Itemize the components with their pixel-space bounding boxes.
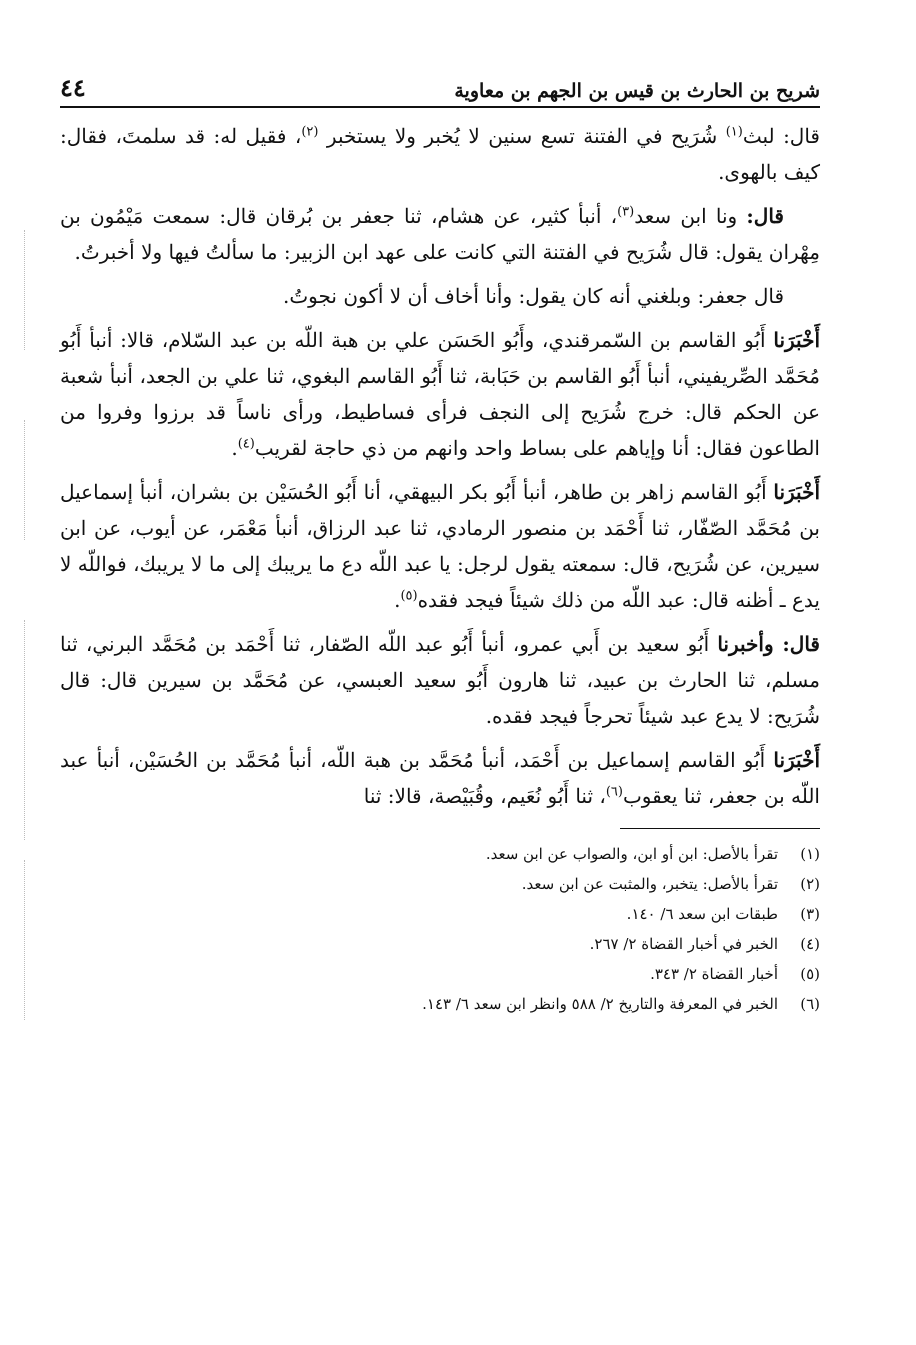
footnote-text: تقرأ بالأصل: يتخبر، والمثبت عن ابن سعد.: [521, 875, 778, 893]
footnote: [60, 869, 820, 899]
paragraph-text: أَبُو القاسم إسماعيل بن أَحْمَد، أنبأ مُحَمَّد بن هبة اللّه، أنبأ مُحَمَّد بن الحُسَيْن، أنبأ عبد اللّه بن جعفر، ثنا يعقوب: [60, 748, 820, 808]
paragraph: [60, 474, 820, 618]
paragraph-text: شُرَيح في الفتنة تسع سنين لا يُخبر ولا يستخبر: [318, 124, 726, 148]
paragraph-text: قال: لبث: [742, 124, 820, 148]
footnote: [60, 899, 820, 929]
footnote-number: (٥): [800, 965, 820, 983]
paragraph-text: أَبُو القاسم بن السّمرقندي، وأَبُو الحَسَن علي بن هبة اللّه بن عبد السّلام، قالا: أنبأ أَبُو مُحَمَّد الصِّريفيني، أنبأ أَبُو القاسم بن حَبَابة، ثنا أَبُو القاسم البغوي، ثنا علي بن الجعد، أنبأ شعبة عن الحكم قال: خرج شُرَيح إلى النجف فرأى فساطيط، ورأى ناساً قد برزوا وفروا من الطاعون فقال: أنا وإياهم على بساط واحد وانهم من ذي حاجة لقريب: [60, 328, 820, 460]
footnote-number: (١): [800, 845, 820, 863]
footnote: [60, 839, 820, 869]
footnote-ref: (٥): [400, 588, 418, 604]
footnote-text: تقرأ بالأصل: ابن أو ابن، والصواب عن ابن سعد.: [485, 845, 778, 863]
paragraph-text: ، ثنا أَبُو نُعَيم، وقُبَيْصة، قالا: ثنا: [363, 784, 606, 808]
paragraph-text: قال جعفر: وبلغني أنه كان يقول: وأنا أخاف أن لا أكون نجوتُ.: [282, 284, 784, 308]
paragraph: [60, 198, 820, 270]
footnote: [60, 989, 820, 1019]
paragraph: [60, 742, 820, 814]
footnote-ref: (٤): [237, 436, 255, 452]
paragraph-text: ، أنبأ كثير، عن هشام، ثنا جعفر بن بُرقان قال: سمعت مَيْمُون بن مِهْران يقول: قال شُرَيح في الفتنة التي كانت على عهد ابن الزبير: ما سألتُ فيها ولا أخبرتُ.: [60, 204, 820, 264]
page-edge-mark: [24, 420, 25, 540]
paragraph-text: أَبُو القاسم زاهر بن طاهر، أنبأ أَبُو بكر البيهقي، أنا أَبُو الحُسَيْن بن بشران، أنبأ إسماعيل بن مُحَمَّد الصّفّار، ثنا أَحْمَد بن منصور الرمادي، ثنا عبد الرزاق، أنبأ مَعْمَر، عن أيوب، عن ابن سيرين، عن شُرَيح، قال: سمعته يقول لرجل: يا عبد اللّه دع ما يريبك إلى ما لا يريبك، فواللّه لا يدع ـ أظنه قال: عبد اللّه من ذلك شيئاً فيجد فقده: [60, 480, 820, 612]
footnote-text: الخبر في المعرفة والتاريخ ٢/ ٥٨٨ وانظر ابن سعد ٦/ ١٤٣.: [422, 995, 778, 1013]
footnote-number: (٤): [800, 935, 820, 953]
page-edge-mark: [24, 230, 25, 350]
paragraph-text: ونا ابن سعد: [634, 204, 747, 228]
paragraph-lead: قال: وأخبرنا: [717, 632, 820, 656]
footnote-number: (٢): [800, 875, 820, 893]
footnote-divider: [620, 828, 820, 829]
running-title: شريح بن الحارث بن قيس بن الجهم بن معاوية: [454, 80, 820, 102]
paragraph-lead: أَخْبَرَنا: [773, 328, 820, 352]
paragraph-text: أَبُو سعيد بن أَبي عمرو، أنبأ أَبُو عبد اللّه الصّفار، ثنا أَحْمَد بن مُحَمَّد البرني، ثنا مسلم، ثنا الحارث بن عبيد، ثنا هارون أَبُو سعيد العبسي، عن مُحَمَّد بن سيرين قال: قال شُرَيح: لا يدع عبد شيئاً تحرجاً فيجد فقده.: [60, 632, 820, 728]
main-text: [60, 118, 820, 814]
page-number: ٤٤: [60, 73, 86, 102]
footnotes: [60, 839, 820, 1019]
page-edge-mark: [24, 860, 25, 1020]
book-page: [60, 68, 820, 1328]
paragraph-text: .: [394, 588, 401, 612]
paragraph: [60, 322, 820, 466]
paragraph: [60, 626, 820, 734]
paragraph-text: ، فقيل له: قد سلمتَ، فقال: كيف بالهوى.: [60, 124, 820, 184]
footnote-number: (٣): [800, 905, 820, 923]
footnote: [60, 959, 820, 989]
paragraph-lead: أَخْبَرَنا: [773, 480, 820, 504]
footnote-text: الخبر في أخبار القضاة ٢/ ٢٦٧.: [589, 935, 778, 953]
footnote-number: (٦): [800, 995, 820, 1013]
footnote-ref: (٣): [617, 204, 635, 220]
paragraph-lead: قال:: [746, 204, 784, 228]
paragraph-text: .: [231, 436, 238, 460]
footnote-ref: (١): [725, 124, 743, 140]
paragraph: [60, 278, 820, 314]
paragraph-lead: أَخْبَرَنا: [773, 748, 820, 772]
page-edge-mark: [24, 620, 25, 840]
footnote-ref: (٢): [301, 124, 319, 140]
paragraph: [60, 118, 820, 190]
footnote: [60, 929, 820, 959]
footnote-text: طبقات ابن سعد ٦/ ١٤٠.: [626, 905, 778, 923]
footnote-ref: (٦): [605, 784, 623, 800]
footnote-text: أخبار القضاة ٢/ ٣٤٣.: [650, 965, 778, 983]
page-header: [60, 68, 820, 108]
